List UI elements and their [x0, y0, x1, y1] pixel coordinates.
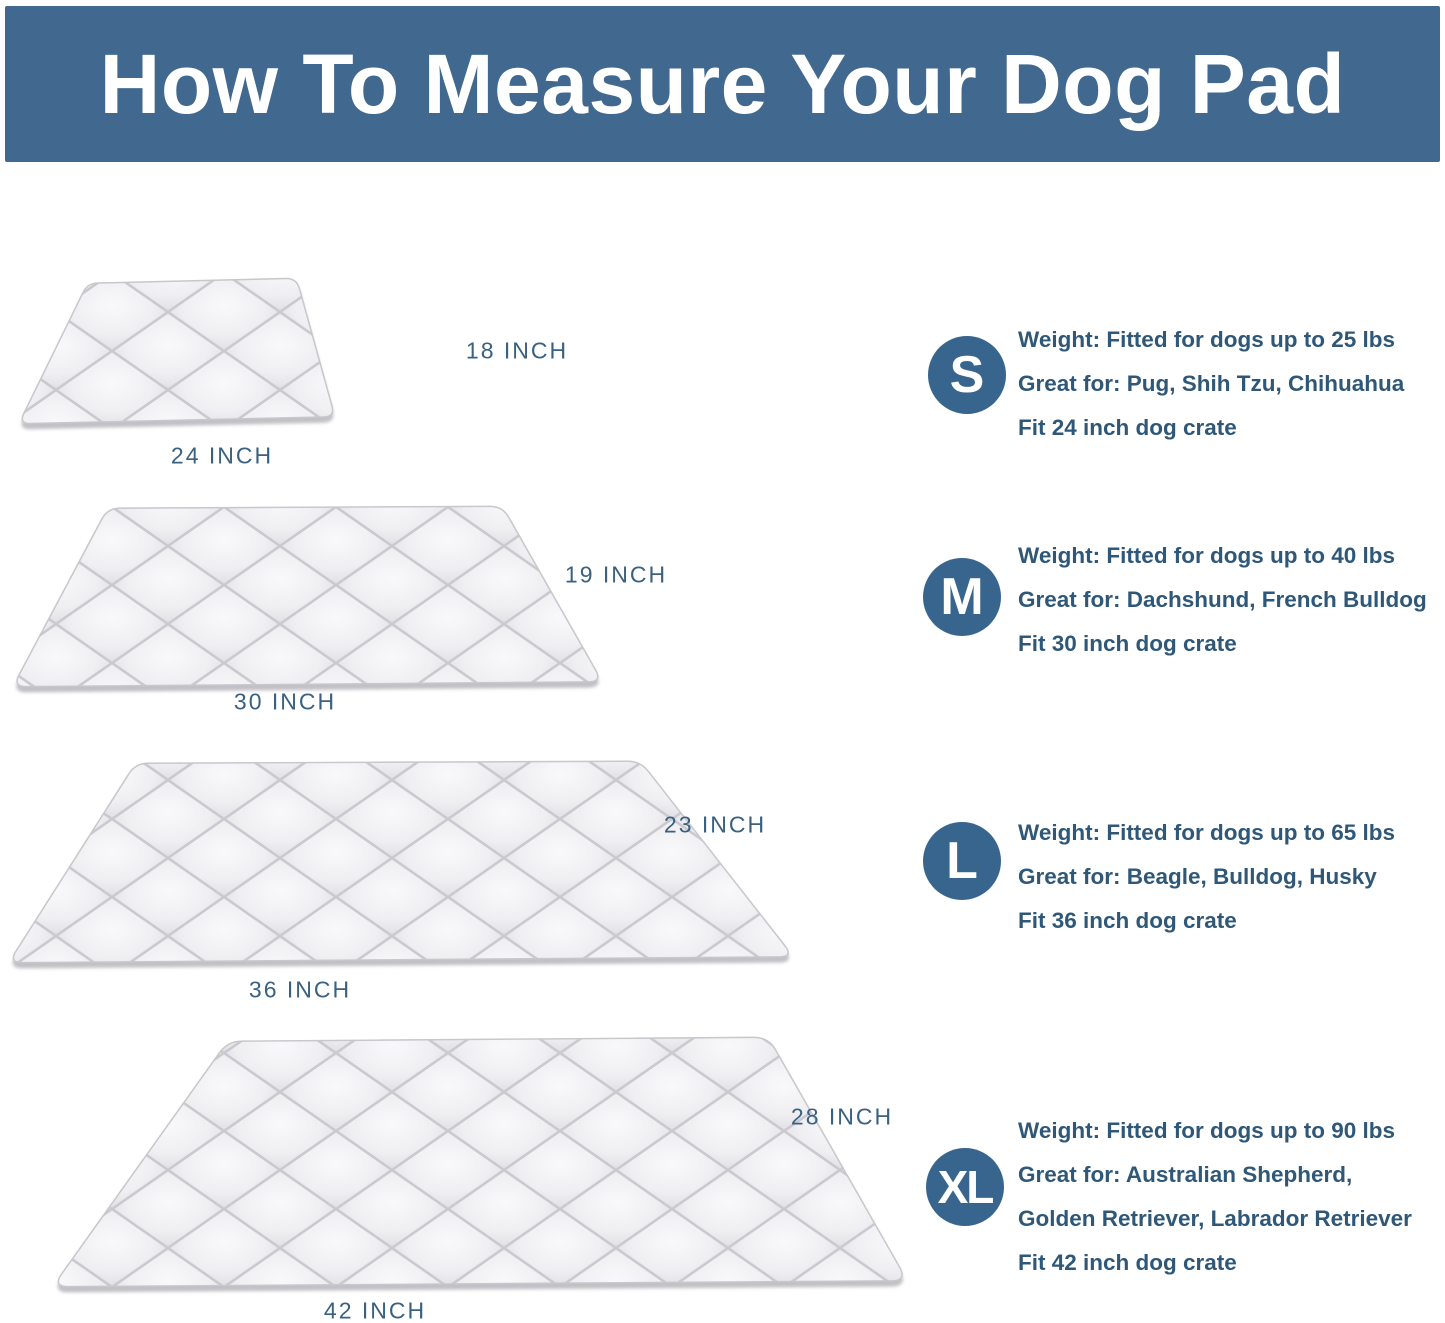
size-m-crate-line: Fit 30 inch dog crate: [1018, 631, 1237, 656]
size-badge-xl: [926, 1148, 1004, 1226]
size-badge-s-letter: S: [949, 346, 985, 404]
size-m-weight-line: Weight: Fitted for dogs up to 40 lbs: [1018, 543, 1396, 568]
size-info-s: [1018, 318, 1404, 450]
size-s-crate-line: Fit 24 inch dog crate: [1018, 415, 1237, 440]
size-m-breeds-line: Great for: Dachshund, French Bulldog: [1018, 587, 1427, 612]
size-info-l: [1018, 811, 1395, 943]
size-badge-l-letter: L: [946, 832, 978, 890]
pad-s-width-label: 18 INCH: [465, 337, 569, 364]
pad-xl-length-label: 42 INCH: [323, 1297, 427, 1323]
size-xl-breeds-line1: Great for: Australian Shepherd,: [1018, 1162, 1353, 1187]
size-s-breeds-line: Great for: Pug, Shih Tzu, Chihuahua: [1018, 371, 1405, 396]
size-badge-m: [923, 558, 1001, 636]
size-badge-l: [923, 822, 1001, 900]
pad-m-width-label: 19 INCH: [564, 561, 668, 588]
size-l-breeds-line: Great for: Beagle, Bulldog, Husky: [1018, 864, 1377, 889]
size-xl-crate-line: Fit 42 inch dog crate: [1018, 1250, 1237, 1275]
pad-l-length-label: 36 INCH: [248, 976, 352, 1003]
pad-l-width-label: 23 INCH: [663, 811, 767, 838]
size-info-xl: [1018, 1109, 1412, 1285]
size-badge-xl-letter: XL: [937, 1161, 993, 1213]
dog-pad-large: [14, 762, 787, 962]
pad-m-length-label: 30 INCH: [233, 688, 337, 715]
size-xl-weight-line: Weight: Fitted for dogs up to 90 lbs: [1018, 1118, 1396, 1143]
size-s-weight-line: Weight: Fitted for dogs up to 25 lbs: [1018, 327, 1396, 352]
size-info-m: [1018, 534, 1427, 666]
pad-xl-width-label: 28 INCH: [790, 1103, 894, 1130]
dog-pad-small: [23, 279, 332, 423]
size-badge-m-letter: M: [940, 568, 984, 626]
size-badge-s: [928, 336, 1006, 414]
dog-pad-xlarge: [59, 1038, 901, 1286]
pad-s-length-label: 24 INCH: [170, 442, 274, 469]
dog-pad-medium: [18, 507, 597, 686]
page-title: How To Measure Your Dog Pad: [99, 36, 1346, 131]
size-l-crate-line: Fit 36 inch dog crate: [1018, 908, 1237, 933]
size-xl-breeds-line2: Golden Retriever, Labrador Retriever: [1018, 1206, 1412, 1231]
size-l-weight-line: Weight: Fitted for dogs up to 65 lbs: [1018, 820, 1396, 845]
